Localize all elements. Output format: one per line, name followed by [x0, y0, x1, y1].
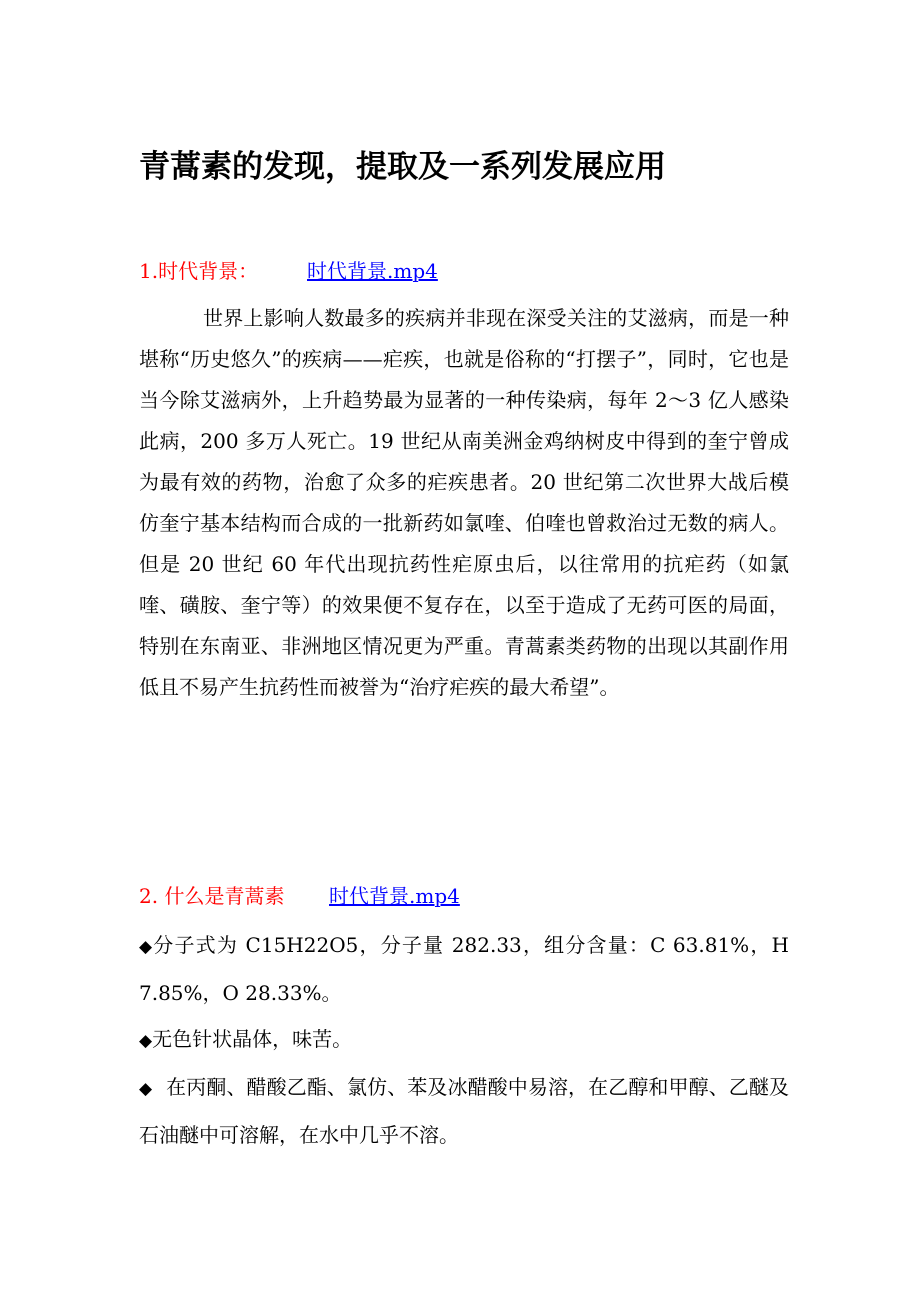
- property-formula: 分子式为 C15H22O5，分子量 282.33，组分含量：C 63.81%，H 7.85%，O 28.33%。: [139, 933, 789, 1005]
- video-link-background[interactable]: 时代背景.mp4: [307, 259, 438, 283]
- section-heading-background: [139, 256, 438, 286]
- diamond-bullet-icon: ◆: [139, 937, 154, 957]
- document-title: 青蒿素的发现，提取及一系列发展应用: [139, 149, 666, 185]
- video-link-artemisinin[interactable]: 时代背景.mp4: [329, 884, 460, 908]
- section-heading-label: 1.时代背景：: [139, 259, 259, 283]
- property-solubility: 在丙酮、醋酸乙酯、氯仿、苯及冰醋酸中易溶，在乙醇和甲醇、乙醚及石油醚中可溶解，在水中几乎不溶。: [139, 1075, 789, 1147]
- list-item: [139, 922, 789, 1016]
- property-appearance: 无色针状晶体，味苦。: [152, 1027, 353, 1051]
- section-heading-label: 2. 什么是青蒿素: [139, 884, 285, 908]
- diamond-bullet-icon: ◆: [139, 1031, 153, 1051]
- section-heading-what-is-artemisinin: [139, 881, 460, 911]
- background-paragraph: 世界上影响人数最多的疾病并非现在深受关注的艾滋病，而是一种堪称“历史悠久”的疾病——疟疾，也就是俗称的“打摆子”，同时，它也是当今除艾滋病外，上升趋势最为显著的一种传染病，每年 2～3 亿人感染此病，200 多万人死亡。19 世纪从南美洲金鸡纳树皮中得到的奎宁曾成为最有效的药物，治愈了众多的疟疾患者。20 世纪第二次世界大战后模仿奎宁基本结构而合成的一批新药如氯喹、伯喹也曾救治过无数的病人。但是 20 世纪 60 年代出现抗药性疟原虫后，以往常用的抗疟药（如氯喹、磺胺、奎宁等）的效果便不复存在，以至于造成了无药可医的局面，特别在东南亚、非洲地区情况更为严重。青蒿素类药物的出现以其副作用低且不易产生抗药性而被誉为“治疗疟疾的最大希望”。: [139, 306, 789, 699]
- list-item: [139, 1064, 789, 1158]
- diamond-bullet-icon: ◆: [139, 1079, 153, 1099]
- property-list: [139, 922, 789, 1158]
- list-item: [139, 1016, 789, 1064]
